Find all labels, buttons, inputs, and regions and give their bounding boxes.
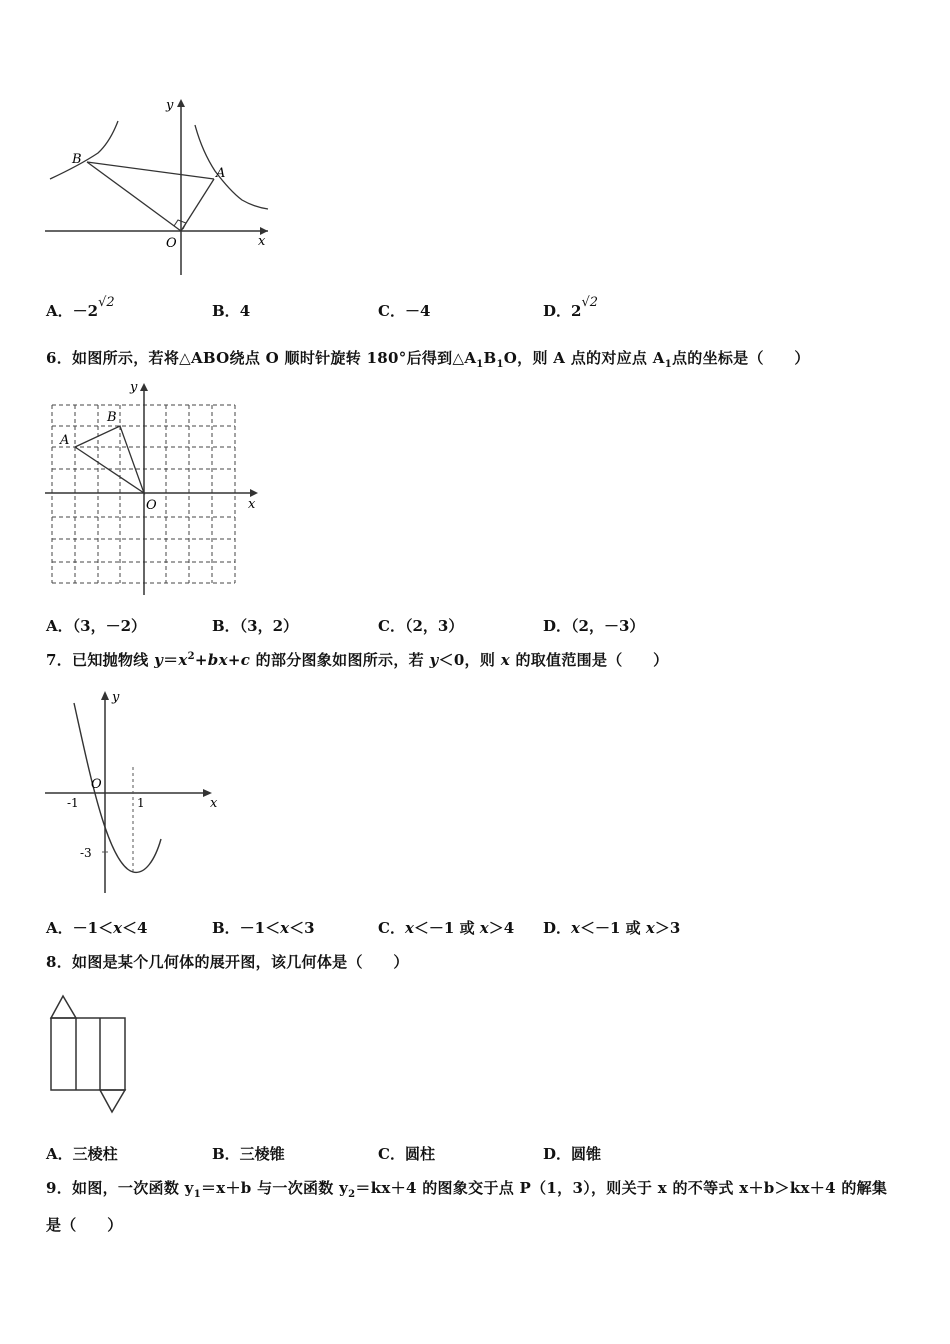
q5-option-b[interactable]: B．4	[212, 302, 251, 320]
label-A: A	[216, 166, 226, 181]
label-neg1: -1	[67, 796, 79, 810]
label-y: y	[130, 380, 138, 395]
q5-option-d[interactable]: D．2√2	[543, 295, 599, 320]
q8-net-figure	[44, 992, 134, 1117]
q8-question: 8．如图是某个几何体的展开图，该几何体是（ ）	[46, 953, 409, 971]
label-B: B	[72, 152, 82, 167]
y-axis-arrow	[140, 383, 148, 391]
label-y: y	[166, 98, 174, 113]
label-O: O	[91, 777, 102, 792]
q7-option-b[interactable]: B．－1＜x＜3	[212, 919, 315, 937]
net-rectangle	[51, 1018, 125, 1090]
y-axis-arrow	[101, 691, 109, 700]
x-axis-arrow	[250, 489, 258, 497]
label-x: x	[248, 497, 256, 512]
label-A: A	[60, 433, 70, 448]
q7-option-d[interactable]: D．x＜－1 或 x＞3	[543, 919, 681, 937]
label-B: B	[107, 410, 117, 425]
q6-question: 6．如图所示，若将△ABO绕点 O 顺时针旋转 180°后得到$\triangle A_1B_1O$，则 A 点的对应点 $A_1$点的坐标是（ ）	[46, 349, 810, 370]
q7-figure	[40, 685, 240, 900]
q6-option-d[interactable]: D．（2，－3）	[543, 617, 645, 635]
q5-option-a[interactable]: A．－2√2	[46, 295, 115, 320]
q8-option-d[interactable]: D．圆锥	[543, 1145, 602, 1163]
label-neg3: -3	[80, 846, 92, 860]
label-one: 1	[137, 796, 145, 810]
hyperbola-right-branch	[195, 125, 268, 209]
sqrt2: √2	[98, 295, 115, 310]
q9-question-line2: 是（ ）	[46, 1216, 123, 1234]
q8-option-a[interactable]: A．三棱柱	[46, 1145, 118, 1163]
label-O: O	[166, 236, 177, 251]
triangle-ABO	[75, 426, 144, 493]
net-bottom-triangle	[100, 1090, 125, 1112]
q5-option-c[interactable]: C．－4	[378, 302, 431, 320]
label-y: y	[112, 690, 120, 705]
q6-option-b[interactable]: B．（3，2）	[212, 617, 299, 635]
q8-option-c[interactable]: C．圆柱	[378, 1145, 435, 1163]
label-x: x	[210, 796, 218, 811]
label-x: x	[258, 234, 266, 249]
q7-option-a[interactable]: A．－1＜x＜4	[46, 919, 148, 937]
sqrt2: √2	[581, 295, 599, 310]
q6-option-c[interactable]: C．（2，3）	[378, 617, 464, 635]
y-axis-arrow	[177, 99, 185, 107]
q6-option-a[interactable]: A．（3，－2）	[46, 617, 147, 635]
q5-figure	[40, 95, 280, 280]
q6-figure	[40, 375, 270, 600]
q8-option-b[interactable]: B．三棱锥	[212, 1145, 285, 1163]
net-top-triangle	[51, 996, 76, 1018]
hyperbola-left-branch	[50, 121, 118, 179]
q9-question: 9．如图，一次函数 $y_1=x+b$ 与一次函数 $y_2=kx+4$ 的图象交于点 P（1，3），则关于 x 的不等式 x＋b＞kx＋4 的解集	[46, 1179, 888, 1200]
q7-option-c[interactable]: C．x＜－1 或 x＞4	[378, 919, 515, 937]
label-O: O	[146, 498, 157, 513]
q7-question: 7．已知抛物线 $y=x^2+bx+c$ 的部分图象如图所示，若 y＜0，则 x 的取值范围是（ ）	[46, 651, 669, 669]
